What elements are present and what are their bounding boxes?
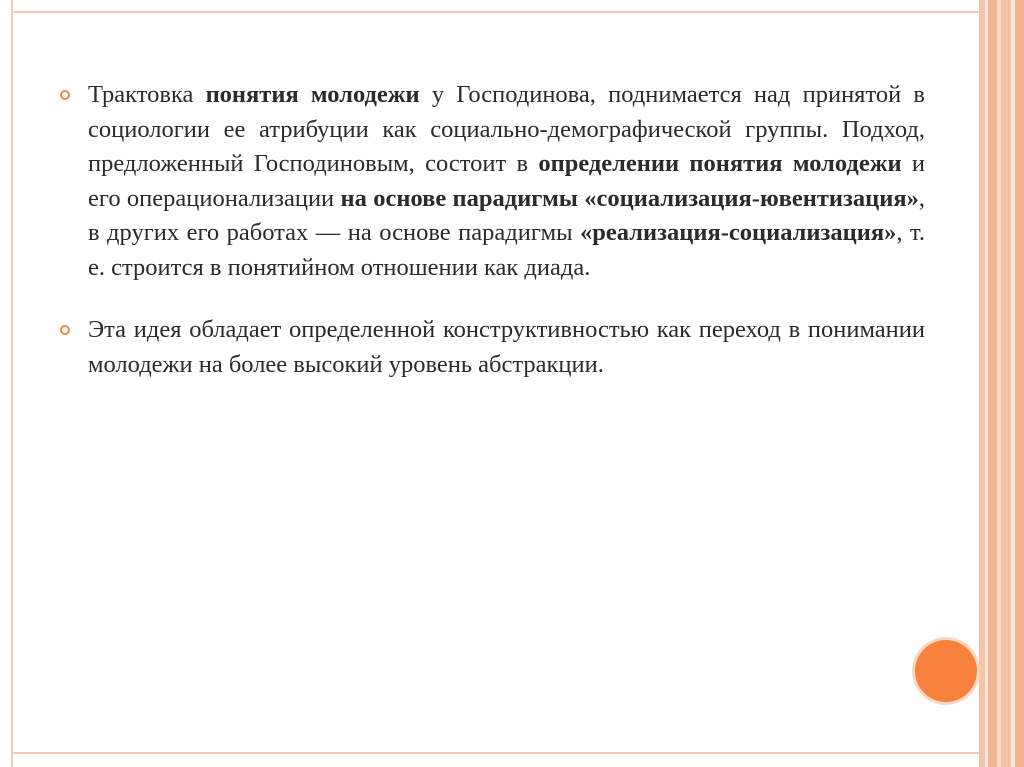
text-segment: , в других его работах — на основе парадигмы	[88, 184, 925, 246]
stripe	[1001, 0, 1011, 767]
bullet-text	[88, 78, 925, 285]
frame-left-line	[11, 0, 13, 767]
orange-circle-icon	[915, 640, 977, 702]
slide-content	[57, 78, 925, 410]
decorative-stripes	[979, 0, 1024, 767]
text-segment: Трактовка	[88, 81, 206, 108]
text-segment-bold: определении понятия молодежи	[538, 150, 902, 177]
ring-bullet-icon	[60, 325, 70, 335]
frame-bottom-line	[11, 752, 979, 754]
stripe	[1015, 0, 1024, 767]
text-segment-bold: «реализация-социализация»	[580, 219, 897, 246]
text-segment: и его операционализации	[88, 150, 925, 212]
text-segment-bold: на основе парадигмы «социализация-ювентизация»	[340, 184, 919, 212]
text-segment: у Господинова, поднимается над принятой в социологии ее атрибуции как социально-демографической группы. Подход, предложенный Господиновым, состоит в	[88, 81, 925, 177]
bullet-text	[88, 313, 925, 382]
text-segment-bold: понятия молодежи	[205, 81, 420, 108]
text-segment: Эта идея обладает определенной конструктивностью как переход в понимании молодежи на более высокий уровень абстракции.	[88, 316, 925, 378]
stripe	[988, 0, 997, 767]
frame-top-line	[11, 11, 979, 13]
bullet-item	[57, 78, 925, 285]
text-segment: , т. е. строится в понятийном отношении как диада.	[88, 219, 925, 281]
ring-bullet-icon	[60, 90, 70, 100]
bullet-item	[57, 313, 925, 382]
